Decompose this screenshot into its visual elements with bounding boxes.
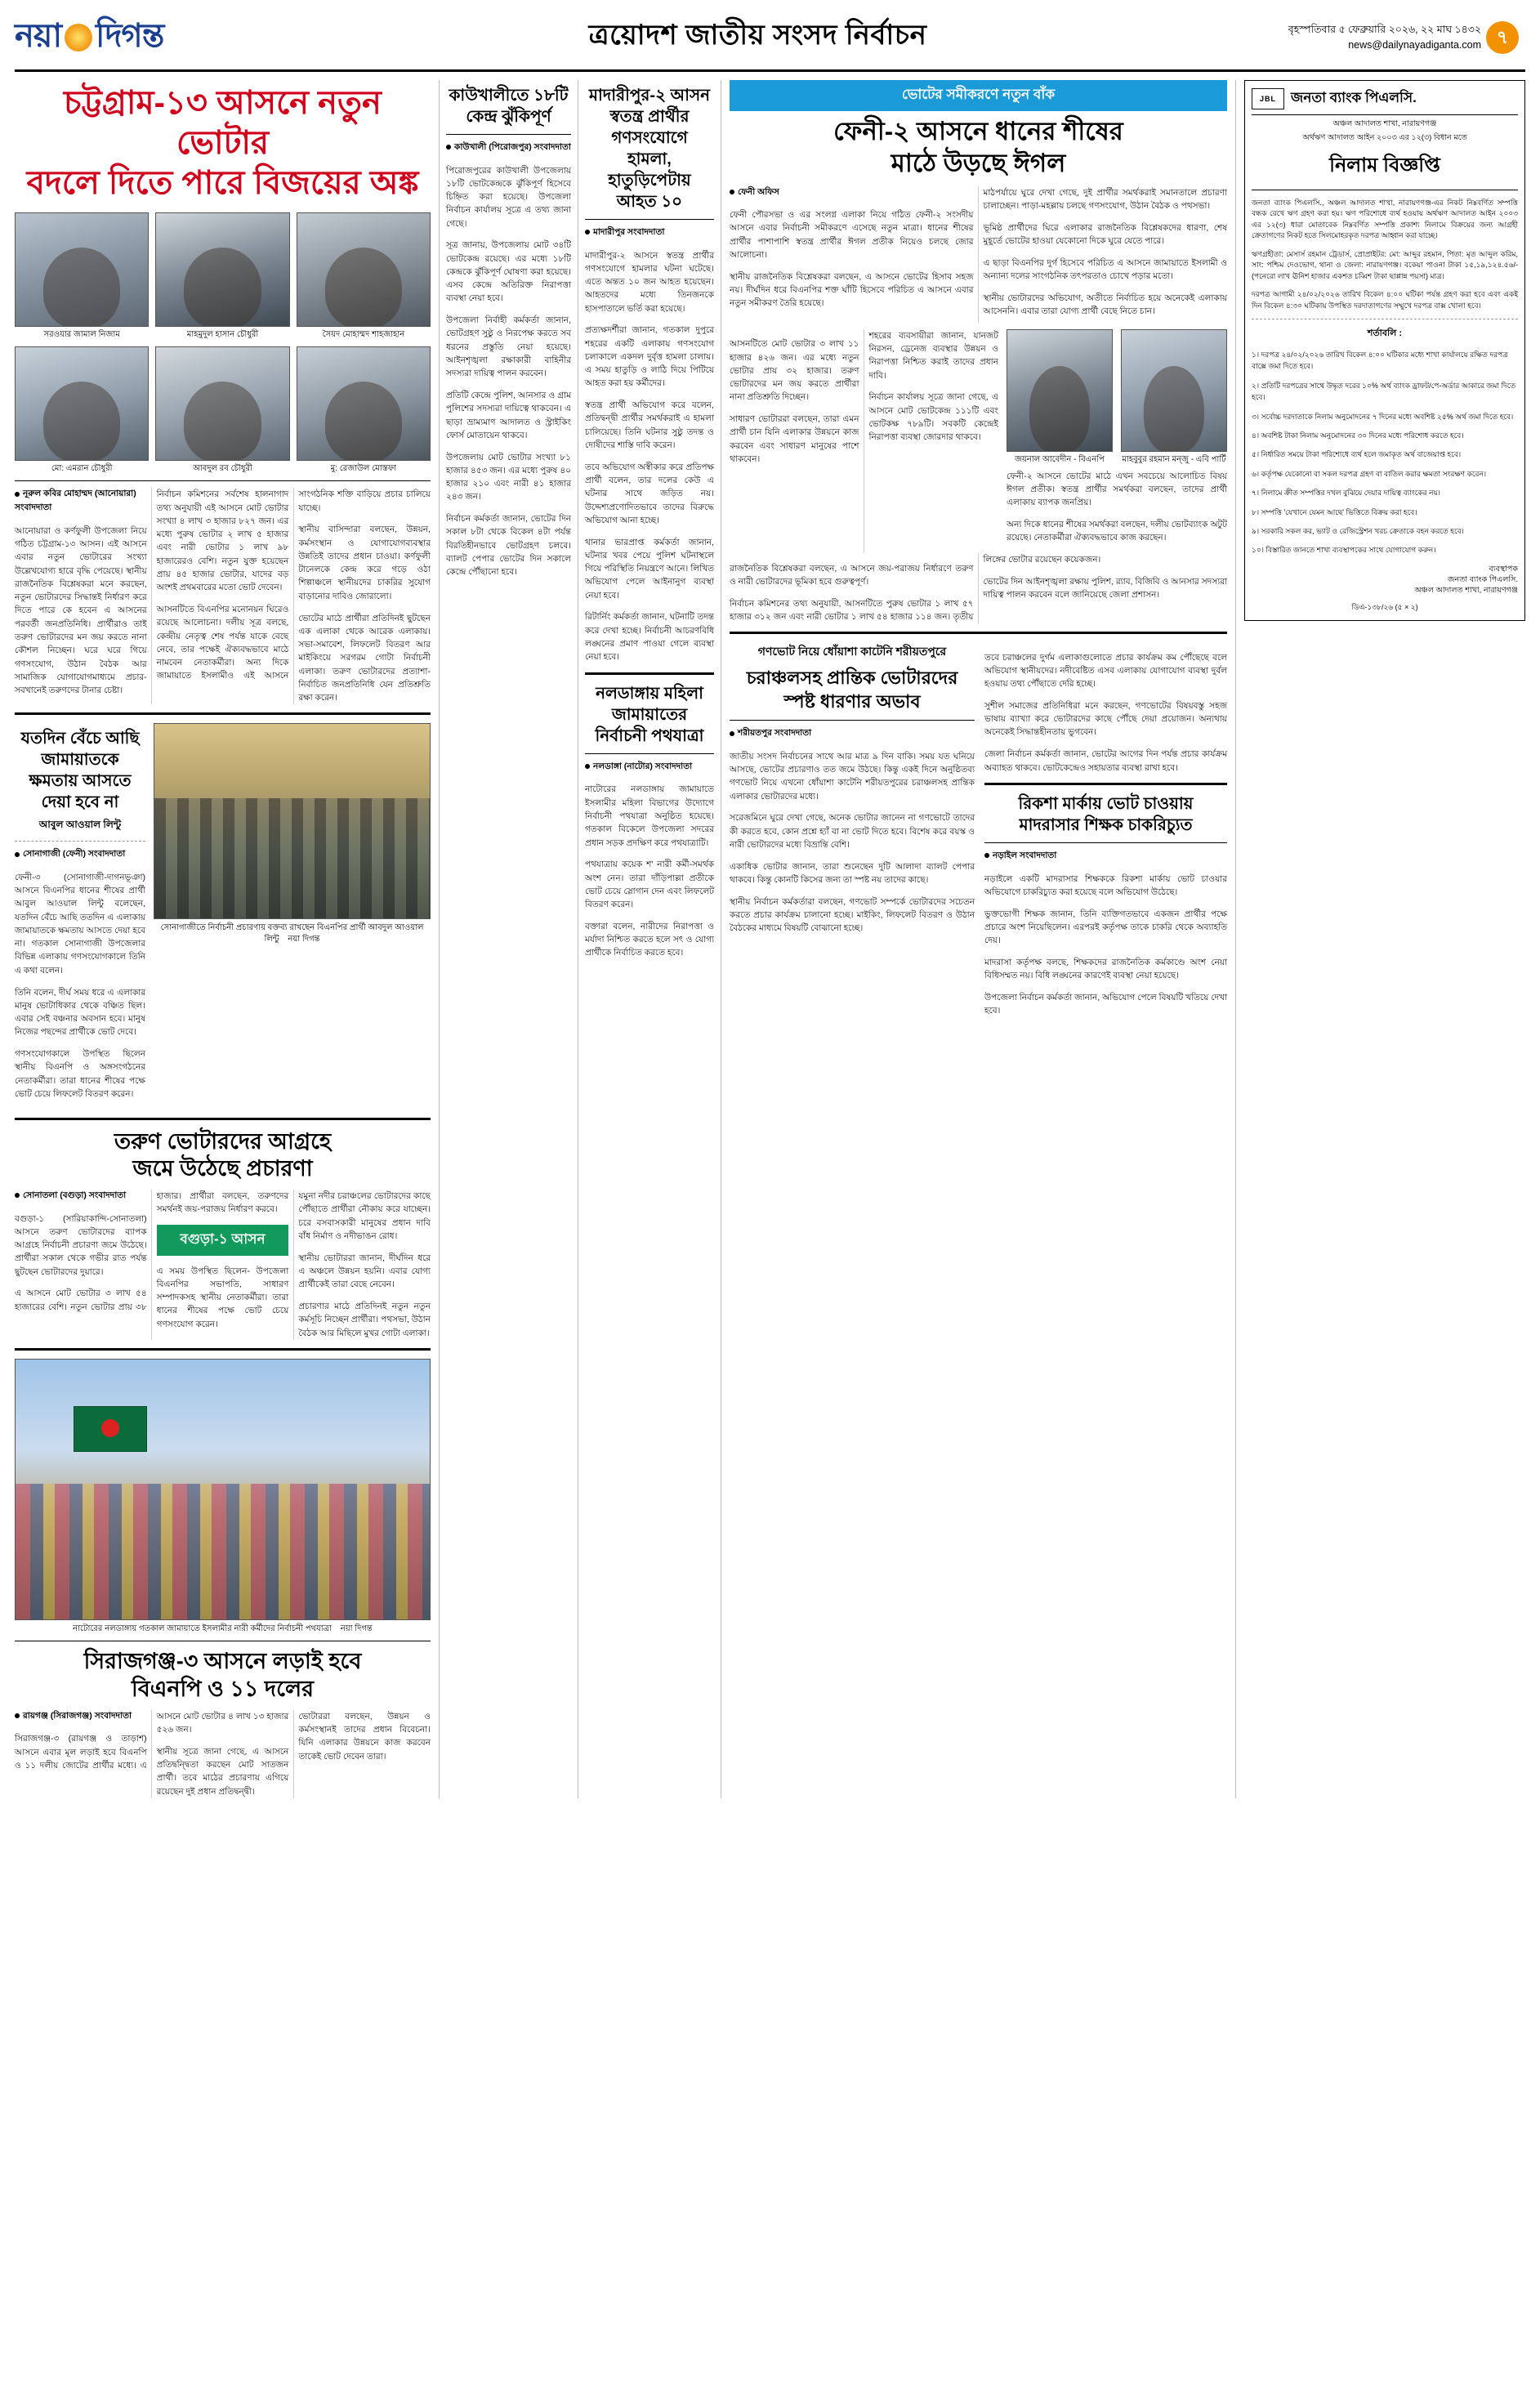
candidate-cell bbox=[297, 346, 431, 474]
jamaat-subhead: আবুল আওয়াল লিন্টু bbox=[38, 819, 122, 831]
paragraph: রাজনৈতিক বিশ্লেষকরা বলছেন, এ আসনে জয়-পরাজয় নির্ধারণে তরুণ ও নারী ভোটারদের ভূমিকা হবে গুরুত্বপূর্ণ। bbox=[730, 563, 974, 587]
candidate-photo bbox=[1007, 329, 1113, 452]
feni-top-body bbox=[730, 186, 1227, 323]
paragraph: যমুনা নদীর চরাঞ্চলের ভোটারদের কাছে পৌঁছাতে প্রার্থীরা নৌকায় করে যাচ্ছেন। চরে বসবাসকারী মানুষের প্রধান দাবি বাঁধ নির্মাণ ও নদীভাঙন রোধ। bbox=[298, 1191, 431, 1241]
young-voters-headline: তরুণ ভোটারদের আগ্রহে জমে উঠেছে প্রচারণা bbox=[114, 1128, 332, 1181]
feni-headline: ফেনী-২ আসনে ধানের শীষের মাঠে উড়ছে ঈগল bbox=[833, 117, 1123, 177]
paragraph: রিটার্নিং কর্মকর্তা জানান, ঘটনাটি তদন্ত করে দেখা হচ্ছে। নির্বাচনী আচরণবিধি লঙ্ঘনের প্রমাণ পাওয়া গেলে ব্যবস্থা নেয়া হবে। bbox=[585, 612, 714, 663]
candidate-cell bbox=[297, 212, 431, 340]
paragraph: আসনটিতে মোট ভোটার ৩ লাখ ১১ হাজার ৪২৬ জন। এর মধ্যে নতুন ভোটার প্রায় ৩২ হাজার। তরুণ ভোটারদের মন জয় করতে প্রার্থীরা নানা প্রতিশ্রুতি দিচ্ছেন। bbox=[730, 339, 859, 403]
paragraph: উপজেলা নির্বাচন কর্মকর্তা জানান, অভিযোগ পেলে বিষয়টি খতিয়ে দেখা হবে। bbox=[984, 993, 1227, 1016]
paragraph: ভোটের দিন আইনশৃঙ্খলা রক্ষায় পুলিশ, র‌্যাব, বিজিবি ও আনসার সদস্যরা দায়িত্ব পালন করবেন বলে জানিয়েছে জেলা প্রশাসন। bbox=[983, 576, 1227, 601]
paragraph: ভোটের মাঠে প্রার্থীরা প্রতিদিনই ছুটছেন এক এলাকা থেকে আরেক এলাকায়। সভা-সমাবেশ, লিফলেট বিতরণ আর মাইকিংয়ে সরগরম গোটা নির্বাচনী এলাকা। তরুণ ভোটারদের প্রত্যাশা- নির্বাচিত জনপ্রতিনিধি যেন প্রতিশ্রুতি রক্ষা করেন। bbox=[298, 613, 431, 703]
notice-paragraph: ঋণগ্রহীতা: মেসার্স রহমান ট্রেডার্স, প্রোপ্রাইটর: মো: আব্দুর রহমান, পিতা: মৃত আব্দুল করিম, সাং: পশ্চিম দেওভোগ, থানা ও জেলা: নারায়ণগঞ্জ। বকেয়া পাওনা টাকা ১৫,১৯,১২৪.৫৬/- (পনেরো লাখ ঊনিশ হাজার একশত চব্বিশ টাকা ছাপ্পান্ন পয়সা) মাত্র। bbox=[1252, 249, 1518, 280]
condition-item: ৮। সম্পত্তি 'যেখানে যেমন আছে' ভিত্তিতে বিক্রয় করা হবে। bbox=[1252, 507, 1417, 516]
bank-name: জনতা ব্যাংক পিএলসি. bbox=[1291, 90, 1417, 105]
candidate-name: সরওয়ার জামাল নিজাম bbox=[43, 330, 120, 340]
condition-item: ১। দরপত্র ২৪/০২/২০২৬ তারিখ বিকেল ৪:০০ ঘটিকার মধ্যে শাখা কার্যালয়ে রক্ষিত দরপত্র বাক্সে জমা দিতে হবে। bbox=[1252, 351, 1508, 371]
paragraph: মাদরাসা কর্তৃপক্ষ বলছে, শিক্ষকদের রাজনৈতিক কর্মকাণ্ডে অংশ নেয়া বিধিসম্মত নয়। বিধি লঙ্ঘনের কারণেই ব্যবস্থা নেয়া হয়েছে। bbox=[984, 958, 1227, 981]
byline: সোনাতলা (বগুড়া) সংবাদদাতা bbox=[15, 1190, 147, 1203]
paragraph: বগুড়া-১ (সারিয়াকান্দি-সোনাতলা) আসনে তরুণ ভোটারদের ব্যাপক আগ্রহে নির্বাচনী প্রচারণা জমে উঠেছে। প্রার্থীরা সকাল থেকে গভীর রাত পর্যন্ত ছুটছেন ভোটারদের দুয়ারে। bbox=[15, 1213, 147, 1277]
paragraph: পথযাত্রায় কয়েক শ' নারী কর্মী-সমর্থক অংশ নেন। তারা দাঁড়িপাল্লা প্রতীকে ভোট চেয়ে স্লোগান দেন এবং লিফলেট বিতরণ করেন। bbox=[585, 860, 714, 910]
paragraph: উপজেলায় মোট ভোটার সংখ্যা ৮১ হাজার ৪৫৩ জন। এর মধ্যে পুরুষ ৪০ হাজার ২১০ এবং নারী ৪১ হাজার ২৪৩ জন। bbox=[446, 452, 571, 502]
candidate-name: সৈয়দ মোহাম্মদ শাহজাহান bbox=[322, 330, 405, 340]
condition-item: ৭। নিলামে ক্রীত সম্পত্তির দখল বুঝিয়ে দেয়ার দায়িত্ব ব্যাংকের নয়। bbox=[1252, 489, 1441, 498]
paragraph: এ সময় উপস্থিত ছিলেন- উপজেলা বিএনপির সভাপতি, সাধারণ সম্পাদকসহ স্থানীয় নেতাকর্মীরা। তারা ধানের শীষের পক্ষে ভোট চেয়ে গণসংযোগ করেন। bbox=[156, 1266, 289, 1329]
paragraph: স্থানীয় রাজনৈতিক বিশ্লেষকরা বলছেন, এ আসনে ভোটের হিসাব সহজ নয়। দীর্ঘদিন ধরে বিএনপির শক্ত ঘাঁটি হিসেবে পরিচিত এ আসনে এবার নতুন সমীকরণ তৈরি হয়েছে। bbox=[730, 271, 974, 309]
candidate-name: মাহমুদুল হাসান চৌধুরী bbox=[186, 330, 259, 340]
paragraph: প্রতিটি কেন্দ্রে পুলিশ, আনসার ও গ্রাম পুলিশের সদস্যরা দায়িত্বে থাকবেন। এ ছাড়া ভ্রাম্যমাণ আদালত ও স্ট্রাইকিং ফোর্স মোতায়েন থাকবে। bbox=[446, 390, 571, 440]
publication-logo[interactable] bbox=[15, 10, 260, 65]
sun-icon bbox=[65, 24, 92, 51]
condition-item: ৫। নির্ধারিত সময়ে টাকা পরিশোধে ব্যর্থ হলে জমাকৃত অর্থ বাজেয়াপ্ত হবে। bbox=[1252, 450, 1462, 459]
column-left bbox=[15, 80, 440, 1798]
notice-intro: জনতা ব্যাংক পিএলসি., অঞ্চল আদালত শাখা, নারায়ণগঞ্জ-এর নিকট নিম্নবর্ণিত সম্পত্তি বন্ধক রেখে ঋণ গ্রহণ করা হয়। ঋণ পরিশোধে ব্যর্থ হওয়ায় অর্থঋণ আদালত আইন ২০০৩ এর ১২(৩) ধারা মোতাবেক নিম্নবর্ণিত সম্পত্তি প্রকাশ্য নিলামে বিক্রয়ের জন্য আগ্রহী ক্রেতাগণের নিকট হতে সিলমোহরকৃত দরপত্র আহ্বান করা যাচ্ছে। bbox=[1252, 198, 1518, 240]
paragraph: একাধিক ভোটার জানান, তারা শুনেছেন দুটি আলাদা ব্যালট পেপার থাকবে। কিন্তু কোনটি কিসের জন্য তা স্পষ্ট নয় তাদের কাছে। bbox=[730, 861, 975, 885]
paragraph: মাদারীপুর-২ আসনে স্বতন্ত্র প্রার্থীর গণসংযোগে হামলার ঘটনা ঘটেছে। এতে অন্তত ১০ জন আহত হয়েছেন। আহতদের মধ্যে তিনজনকে হাসপাতালে ভর্তি করা হয়েছে। bbox=[585, 250, 714, 314]
paragraph: নাটোরের নলডাঙ্গায় জামায়াতে ইসলামীর মহিলা বিভাগের উদ্যোগে নির্বাচনী পথযাত্রা অনুষ্ঠিত হয়েছে। গতকাল বিকেলে উপজেলা সদরের প্রধান সড়ক প্রদক্ষিণ করে পথযাত্রাটি। bbox=[585, 784, 714, 848]
paragraph: ভোটাররা বলছেন, উন্নয়ন ও কর্মসংস্থানই তাদের প্রধান বিবেচনা। যিনি এলাকার উন্নয়নে কাজ করবেন তাকেই ভোট দেবেন তারা। bbox=[298, 1711, 431, 1762]
paragraph: ফেনী পৌরসভা ও এর সংলগ্ন এলাকা নিয়ে গঠিত ফেনী-২ সংসদীয় আসনে এবার নির্বাচনী সমীকরণে এসেছে নতুন মাত্রা। ধানের শীষের প্রার্থীর পাশাপাশি স্বতন্ত্র প্রার্থীর ঈগল প্রতীক নিয়েও চলছে জোর আলোচনা। bbox=[730, 210, 974, 260]
candidate-photo bbox=[297, 212, 431, 327]
logo-text-right: দিগন্ত bbox=[96, 18, 164, 54]
ganavote-block bbox=[730, 642, 1227, 1026]
paragraph: স্থানীয় বাসিন্দারা বলছেন, উন্নয়ন, কর্মসংস্থান ও যোগাযোগব্যবস্থার উন্নতিই তাদের প্রধান চাওয়া। কর্ণফুলী টানেলকে কেন্দ্র করে গড়ে ওঠা শিল্পাঞ্চলে স্থানীয়দের চাকরির সুযোগ বাড়ানোর দাবিও জোরালো। bbox=[298, 525, 431, 601]
byline: নলডাঙ্গা (নাটোর) সংবাদদাতা bbox=[585, 761, 714, 775]
condition-item: ২। প্রতিটি দরপত্রের সাথে উদ্ধৃত দরের ১০% অর্থ ব্যাংক ড্রাফট/পে-অর্ডার আকারে জমা দিতে হবে। bbox=[1252, 381, 1516, 402]
paragraph: স্বতন্ত্র প্রার্থী অভিযোগ করে বলেন, প্রতিদ্বন্দ্বী প্রার্থীর সমর্থকরাই এ হামলা চালিয়েছে। তিনি ঘটনার সুষ্ঠু তদন্ত ও দোষীদের শাস্তি দাবি করেন। bbox=[585, 400, 714, 450]
paragraph: স্থানীয় নির্বাচন কর্মকর্তারা বলছেন, গণভোট সম্পর্কে ভোটারদের সচেতন করতে প্রচার কার্যক্রম চালানো হচ্ছে। মাইকিং, লিফলেট বিতরণ ও উঠান বৈঠকের মাধ্যমে বিষয়টি বোঝানো হচ্ছে। bbox=[730, 896, 975, 934]
candidate-photo-grid bbox=[15, 212, 431, 474]
feni-bottom-body bbox=[730, 553, 1227, 623]
sirajganj-body bbox=[15, 1710, 431, 1798]
byline: নড়াইল সংবাদদাতা bbox=[984, 850, 1227, 864]
byline: ফেনী অফিস bbox=[730, 186, 974, 200]
naldanga-headline: নলডাঙ্গায় মহিলা জামায়াতের নির্বাচনী পথযাত্রা bbox=[595, 684, 704, 745]
condition-item: ১০। বিস্তারিত জানতে শাখা ব্যবস্থাপকের সাথে যোগাযোগ করুন। bbox=[1252, 546, 1436, 555]
paragraph: আসনটিতে বিএনপির মনোনয়ন ঘিরেও রয়েছে আলোচনা। দলীয় সূত্র বলছে, কেন্দ্রীয় নেতৃত্ব শেষ পর্যন্ত যাকে বেছে নেবে, তার পক্ষেই ঐক্যবদ্ধভাবে মাঠে নামবেন নেতাকর্মীরা। অন্য দিকে জামায়াতে ইসলামীও এই আসনে সাংগঠনিক শক্তি বাড়িয়ে প্রচার চালিয়ে যাচ্ছে। bbox=[156, 489, 431, 681]
paragraph: নির্বাচন কার্যালয় সূত্রে জানা গেছে, এ আসনে মোট ভোটকেন্দ্র ১১১টি এবং ভোটকক্ষ ৭৮৯টি। সবকটি কেন্দ্রেই নিরাপত্তা ব্যবস্থা জোরদার থাকবে। bbox=[868, 392, 998, 443]
paragraph: প্রচারণার মাঠে প্রতিদিনই নতুন নতুন কর্মসূচি নিচ্ছেন প্রার্থীরা। পথসভা, উঠান বৈঠক আর মিছিলে মুখর গোটা এলাকা। bbox=[298, 1301, 431, 1338]
candidate-name: মো: এমরান চৌধুরী bbox=[51, 464, 113, 474]
ganavote-kicker: গণভোট নিয়ে ধোঁয়াশা কাটেনি শরীয়তপুরে bbox=[757, 645, 947, 659]
paragraph: এ আসনে মোট ভোটার ৩ লাখ ৫৪ হাজারের বেশি। নতুন ভোটার প্রায় ৩৮ হাজার। প্রার্থীরা বলছেন, তরুণদের সমর্থনই জয়-পরাজয় নির্ধারণ করবে। bbox=[15, 1191, 289, 1312]
constituency-banner: বগুড়া-১ আসন bbox=[157, 1225, 289, 1256]
condition-item: ৩। সর্বোচ্চ দরদাতাকে নিলাম অনুমোদনের ৭ দিনের মধ্যে অবশিষ্ট ২৫% অর্থ জমা দিতে হবে। bbox=[1252, 412, 1514, 421]
candidate-photo bbox=[15, 346, 149, 461]
paragraph: প্রত্যক্ষদর্শীরা জানান, গতকাল দুপুরে শহরের একটি এলাকায় গণসংযোগ চলাকালে একদল দুর্বৃত্ত হামলা চালায়। এ সময় হাতুড়ি ও লাঠি দিয়ে পিটিয়ে আহত করা হয় কর্মীদের। bbox=[585, 325, 714, 389]
contact-email[interactable]: news@dailynayadiganta.com bbox=[1348, 38, 1481, 51]
paragraph: নির্বাচন কমিশনের সর্বশেষ হালনাগাদ তথ্য অনুযায়ী এই আসনে মোট ভোটার সংখ্যা ৪ লাখ ৩ হাজার ৮২৭ জন। এর মধ্যে পুরুষ ভোটার ২ লাখ ৫ হাজার এবং নারী ভোটার ১ লাখ ৯৮ হাজারেরও বেশি। নতুন যুক্ত হয়েছেন প্রায় ৪৫ হাজার ভোটার, যাদের বড় অংশই প্রথমবারের মতো ভোট দেবেন। bbox=[156, 489, 289, 593]
paragraph: পিরোজপুরের কাউখালী উপজেলায় ১৮টি ভোটকেন্দ্রকে ঝুঁকিপূর্ণ হিসেবে চিহ্নিত করা হয়েছে। উপজেলা নির্বাচন কার্যালয় সূত্রে এ তথ্য জানা গেছে। bbox=[446, 165, 571, 229]
candidate-cell bbox=[15, 346, 149, 474]
masthead bbox=[15, 10, 1525, 72]
paragraph: স্থানীয় সূত্রে জানা গেছে, এ আসনে প্রতিদ্বন্দ্বিতা করছেন মোট সাতজন প্রার্থী। তবে মাঠের প্রচারণায় এগিয়ে রয়েছেন দুই প্রধান প্রতিদ্বন্দ্বী। bbox=[156, 1746, 289, 1797]
paragraph: অন্য দিকে ধানের শীষের সমর্থকরা বলছেন, দলীয় ভোটব্যাংক অটুট রয়েছে। নেতাকর্মীরা ঐক্যবদ্ধভাবে কাজ করছেন। bbox=[1007, 520, 1227, 543]
paragraph: আনোয়ারা ও কর্ণফুলী উপজেলা নিয়ে গঠিত চট্টগ্রাম-১৩ আসন। এই আসনে এবার নতুন ভোটারের সংখ্যা উল্লেখযোগ্য হারে বৃদ্ধি পেয়েছে। স্থানীয় রাজনৈতিক বিশ্লেষকরা মনে করছেন, নতুন ভোটারদের সিদ্ধান্তই নির্ধারণ করে দিতে পারে কে হবেন এ আসনের পরবর্তী জনপ্রতিনিধি। প্রার্থীরাও তাই তরুণ ভোটারদের মন জয় করতে নানা কৌশল নিচ্ছেন। ঘরে ঘরে গিয়ে গণসংযোগ, উঠান বৈঠক আর সামাজিক যোগাযোগমাধ্যমে প্রচার- সবখানেই তরুণদের টানার চেষ্টা। bbox=[15, 525, 147, 696]
paragraph: ভূমিষ্ঠ প্রার্থীদের ঘিরে এলাকার রাজনৈতিক বিশ্লেষকদের ধারণা, শেষ মুহূর্তে ভোটের হাওয়া যেকোনো দিকে ঘুরে যেতে পারে। bbox=[983, 222, 1227, 246]
byline: নূরুল কবির মোহাম্মদ (আনোয়ারা) সংবাদদাতা bbox=[15, 489, 136, 513]
candidate-photo bbox=[1121, 329, 1227, 452]
paragraph: থানার ভারপ্রাপ্ত কর্মকর্তা জানান, ঘটনার খবর পেয়ে পুলিশ ঘটনাস্থলে গিয়ে পরিস্থিতি নিয়ন্ত্রণে আনে। লিখিত অভিযোগ পেলে আইনানুগ ব্যবস্থা নেয়া হবে। bbox=[585, 537, 714, 601]
paragraph: সিরাজগঞ্জ-৩ (রায়গঞ্জ ও তাড়াশ) আসনে এবার মূল লড়াই হবে বিএনপি ও ১১ দলীয় জোটের প্রার্থীর মধ্যে। এ আসনে মোট ভোটার ৪ লাখ ১৩ হাজার ৫২৬ জন। bbox=[15, 1711, 289, 1771]
section-title: ত্রয়োদশ জাতীয় সংসদ নির্বাচন bbox=[588, 20, 927, 51]
paragraph: নির্বাচন কমিশনের তথ্য অনুযায়ী, আসনটিতে পুরুষ ভোটার ১ লাখ ৫৭ হাজার ৩১২ জন এবং নারী ভোটার ১ লাখ ৫৪ হাজার ১১৪ জন। তৃতীয় লিঙ্গের ভোটার রয়েছেন কয়েকজন। bbox=[730, 555, 1101, 622]
bank-branch: অঞ্চল আদালত শাখা, নারায়ণগঞ্জ bbox=[1332, 119, 1437, 128]
signatory-branch: অঞ্চল আদালত শাখা, নারায়ণগঞ্জ bbox=[1414, 586, 1518, 596]
candidate-cell bbox=[1121, 329, 1227, 465]
column-advertisement bbox=[1236, 80, 1525, 1798]
candidate-photo bbox=[155, 212, 289, 327]
byline: শরীয়তপুর সংবাদদাতা bbox=[730, 727, 975, 741]
byline: সোনাগাজী (ফেনী) সংবাদদাতা bbox=[15, 848, 145, 862]
condition-item: ৯। সরকারি সকল কর, ভ্যাট ও রেজিস্ট্রেশন খরচ ক্রেতাকে বহন করতে হবে। bbox=[1252, 527, 1464, 535]
paragraph: জাতীয় সংসদ নির্বাচনের সাথে আর মাত্র ৯ দিন বাকি। সময় যত ঘনিয়ে আসছে, ভোটের প্রচারণাও তত জমে উঠছে। কিন্তু একই দিনে অনুষ্ঠিতব্য গণভোট নিয়ে এখনো ধোঁয়াশা কাটেনি শরীয়তপুরের চরাঞ্চলসহ প্রান্তিক এলাকার ভোটারদের মধ্যে। bbox=[730, 751, 975, 802]
sirajganj-headline: সিরাজগঞ্জ-৩ আসনে লড়াই হবে বিএনপি ও ১১ দলের bbox=[83, 1649, 362, 1702]
paragraph: তবে অভিযোগ অস্বীকার করে প্রতিপক্ষ প্রার্থী বলেন, তার দলের কেউ এ ঘটনার সাথে জড়িত নয়। উদ্দেশ্যপ্রণোদিতভাবে তাদের বিরুদ্ধে অভিযোগ আনা হচ্ছে। bbox=[585, 462, 714, 525]
candidate-photo bbox=[15, 212, 149, 327]
candidate-cell bbox=[1007, 329, 1113, 465]
jamaat-article bbox=[15, 723, 431, 1109]
riksha-headline: রিকশা মার্কায় ভোট চাওয়ায় মাদরাসার শিক্ষক চাকরিচ্যুত bbox=[1018, 795, 1194, 835]
masthead-center bbox=[260, 14, 1256, 60]
notice-title: নিলাম বিজ্ঞপ্তি bbox=[1329, 154, 1440, 176]
logo-text-left: নয়া bbox=[15, 18, 62, 54]
jamaat-headline: যতদিন বেঁচে আছি জামায়াতকে ক্ষমতায় আসতে দেয়া হবে না bbox=[20, 730, 140, 812]
young-voters-body bbox=[15, 1190, 431, 1340]
paragraph: বক্তারা বলেন, নারীদের নিরাপত্তা ও মর্যাদা নিশ্চিত করতে হলে সৎ ও যোগ্য প্রার্থীকে নির্বাচিত করতে হবে। bbox=[585, 921, 714, 958]
column-madaripur bbox=[578, 80, 721, 1798]
paragraph: ফেনী-২ আসনে ভোটের মাঠে এখন সবচেয়ে আলোচিত বিষয় ঈগল প্রতীক। স্বতন্ত্র প্রার্থীর সমর্থকরা বলছেন, তাদের প্রার্থী এলাকায় ব্যাপক জনপ্রিয়। bbox=[1007, 471, 1227, 508]
madaripur-headline: মাদারীপুর-২ আসন স্বতন্ত্র প্রার্থীর গণসংযোগে হামলা, হাতুড়িপেটায় আহত ১০ bbox=[588, 87, 711, 211]
candidate-name: জয়নাল আবেদীন - বিএনপি bbox=[1015, 454, 1105, 464]
paragraph: নড়াইলে একটি মাদরাসার শিক্ষককে রিকশা মার্কায় ভোট চাওয়ার অভিযোগে চাকরিচ্যুত করা হয়েছে বলে অভিযোগ উঠেছে। bbox=[984, 873, 1227, 898]
ad-reference-code: ডিএ-১৩৮/২৬ (৫ × ২) bbox=[1351, 602, 1418, 611]
bank-logo-icon: JBL bbox=[1252, 88, 1284, 109]
paragraph: স্থানীয় ভোটারদের অভিযোগ, অতীতে নির্বাচিত হয়ে অনেকেই এলাকায় আসেননি। এবার তারা যোগ্য প্রার্থী বেছে নিতে চান। bbox=[983, 292, 1227, 316]
kauwkhali-headline: কাউখালীতে ১৮টি কেন্দ্র ঝুঁকিপূর্ণ bbox=[449, 87, 569, 126]
paragraph: এ ছাড়া বিএনপির দুর্গ হিসেবে পরিচিত এ আসনে জামায়াতে ইসলামী ও অন্যান্য দলের সাংগঠনিক তৎপরতাও চোখে পড়ার মতো। bbox=[983, 257, 1227, 281]
candidate-cell bbox=[15, 212, 149, 340]
paragraph: শহরের ব্যবসায়ীরা জানান, যানজট নিরসন, ড্রেনেজ ব্যবস্থার উন্নয়ন ও নিরাপত্তা নিশ্চিত করাই তাদের প্রধান দাবি। bbox=[868, 330, 998, 381]
candidate-name: মাহবুবুর রহমান মন্জু - এবি পার্টি bbox=[1122, 454, 1226, 464]
candidate-photo bbox=[155, 346, 289, 461]
paragraph: উপজেলা নির্বাহী কর্মকর্তা জানান, ভোটগ্রহণ সুষ্ঠু ও নিরপেক্ষ করতে সব ধরনের প্রস্তুতি নেয়া হয়েছে। আইনশৃঙ্খলা রক্ষাকারী বাহিনীর সদস্যরা দায়িত্ব পালন করবেন। bbox=[446, 315, 571, 379]
condition-item: ৪। অবশিষ্ট টাকা নিলাম অনুমোদনের ৩০ দিনের মধ্যে পরিশোধ করতে হবে। bbox=[1252, 431, 1464, 440]
feni-kicker-band: ভোটের সমীকরণে নতুন বাঁক bbox=[730, 80, 1227, 111]
page-number-badge: ৭ bbox=[1486, 21, 1519, 54]
candidate-name: আবদুল রব চৌধুরী bbox=[193, 464, 252, 474]
paragraph: সুশীল সমাজের প্রতিনিধিরা মনে করছেন, গণভোটের বিষয়বস্তু সহজ ভাষায় ব্যাখ্যা করে ভোটারদের কাছে পৌঁছে দেয়া প্রয়োজন। অন্যথায় অনেকেই সিদ্ধান্তহীনতায় ভুগবেন। bbox=[984, 700, 1227, 738]
rally-photo bbox=[154, 723, 431, 919]
candidate-photo bbox=[297, 346, 431, 461]
bank-auction-notice bbox=[1244, 80, 1525, 621]
photo-caption: সোনাগাজীতে নির্বাচনী প্রচারণায় বক্তব্য রাখছেন বিএনপির প্রার্থী আবদুল আওয়াল লিন্টু নয়া দিগন্ত bbox=[160, 923, 424, 944]
paragraph: নির্বাচন কর্মকর্তা জানান, ভোটের দিন সকাল ৮টা থেকে বিকেল ৪টা পর্যন্ত বিরতিহীনভাবে ভোটগ্রহণ চলবে। ব্যালট পেপার ভোটের দিন সকালে কেন্দ্রে পৌঁছানো হবে। bbox=[446, 514, 571, 578]
column-kauwkhali bbox=[440, 80, 578, 1798]
paragraph: গণসংযোগকালে উপস্থিত ছিলেন স্থানীয় বিএনপি ও অঙ্গসংগঠনের নেতাকর্মীরা। তারা ধানের শীষের পক্ষে ভোট চেয়ে লিফলেট বিতরণ করেন। bbox=[15, 1049, 145, 1099]
candidate-cell bbox=[155, 346, 289, 474]
signature-block bbox=[1252, 564, 1518, 596]
condition-item: ৬। কর্তৃপক্ষ যেকোনো বা সকল দরপত্র গ্রহণ বা বাতিল করার ক্ষমতা সংরক্ষণ করেন। bbox=[1252, 469, 1487, 478]
notice-paragraph: দরপত্র আগামী ২৪/০২/২০২৬ তারিখ বিকেল ৪:০০ ঘটিকা পর্যন্ত গ্রহণ করা হবে এবং একই দিন বিকেল ৪:৩০ ঘটিকায় উপস্থিত দরদাতাগণের সম্মুখে দরপত্র বাক্স খোলা হবে। bbox=[1252, 290, 1518, 310]
issue-date: বৃহস্পতিবার ৫ ফেব্রুয়ারি ২০২৬, ২২ মাঘ ১৪৩২ bbox=[1288, 23, 1481, 35]
lead-article-body bbox=[15, 488, 431, 704]
naldanga-march-photo bbox=[15, 1359, 431, 1620]
signatory-org: জনতা ব্যাংক পিএলসি. bbox=[1448, 575, 1518, 585]
paragraph: ফেনী-৩ (সোনাগাজী-দাগনভূঞা) আসনে বিএনপির ধানের শীষের প্রার্থী আবুল আওয়াল লিন্টু বলেছেন, যতদিন বেঁচে আছি ততদিন এ এলাকায় জামায়াতকে ক্ষমতায় আসতে দেয়া হবে না। গতকাল সোনাগাজী উপজেলার বিভিন্ন এলাকায় গণসংযোগকালে তিনি এ কথা বলেন। bbox=[15, 872, 145, 976]
feni-candidate-photos bbox=[1007, 329, 1227, 465]
paragraph: তবে চরাঞ্চলের দুর্গম এলাকাগুলোতে প্রচার কার্যক্রম কম পৌঁছেছে বলে অভিযোগ স্থানীয়দের। নদীবেষ্টিত এসব এলাকায় যোগাযোগ ব্যবস্থা দুর্বল হওয়ায় তথ্য পৌঁছাতে দেরি হচ্ছে। bbox=[984, 652, 1227, 690]
page-content bbox=[15, 80, 1525, 1798]
byline: কাউখালী (পিরোজপুর) সংবাদদাতা bbox=[446, 141, 571, 155]
ganavote-headline: চরাঞ্চলসহ প্রান্তিক ভোটারদের স্পষ্ট ধারণার অভাব bbox=[746, 668, 958, 712]
paragraph: তিনি বলেন, দীর্ঘ সময় ধরে এ এলাকার মানুষ ভোটাধিকার থেকে বঞ্চিত ছিল। এবার সেই বঞ্চনার অবসান হবে। মানুষ নিজের পছন্দের প্রার্থীকে ভোট দেবে। bbox=[15, 987, 145, 1038]
signatory-title: ব্যবস্থাপক bbox=[1489, 564, 1518, 574]
paragraph: মাঠপর্যায়ে ঘুরে দেখা গেছে, দুই প্রার্থীর সমর্থকরাই সমানতালে প্রচারণা চালাচ্ছেন। পাড়া-মহল্লায় চলছে গণসংযোগ, উঠান বৈঠক ও পথসভা। bbox=[983, 187, 1227, 211]
conditions-heading: শর্তাবলি : bbox=[1367, 328, 1403, 339]
lead-headline: চট্টগ্রাম-১৩ আসনে নতুন ভোটার বদলে দিতে পারে বিজয়ের অঙ্ক bbox=[26, 85, 419, 201]
masthead-right bbox=[1256, 21, 1525, 54]
paragraph: সূত্র জানায়, উপজেলায় মোট ৩৪টি ভোটকেন্দ্র রয়েছে। এর মধ্যে ১৮টি কেন্দ্রকে ঝুঁকিপূর্ণ ঘোষণা করা হয়েছে। এসব কেন্দ্রে অতিরিক্ত নিরাপত্তা ব্যবস্থা নেয়া হবে। bbox=[446, 240, 571, 304]
candidate-cell bbox=[155, 212, 289, 340]
photo-caption: নাটোরের নলডাঙ্গায় গতকাল জামায়াতে ইসলামীর নারী কর্মীদের নির্বাচনী পথযাত্রা নয়া দিগন্ত bbox=[73, 1623, 373, 1633]
bank-header bbox=[1252, 87, 1518, 115]
paragraph: সরেজমিনে ঘুরে দেখা গেছে, অনেক ভোটার জানেন না গণভোটে তাদের কী করতে হবে, কোন প্রশ্নে হ্যাঁ বা না ভোট দিতে হবে। বিশেষ করে বয়স্ক ও নারী ভোটারদের মধ্যে বিভ্রান্তি বেশি। bbox=[730, 813, 975, 850]
byline: মাদারীপুর সংবাদদাতা bbox=[585, 226, 714, 240]
column-feni bbox=[721, 80, 1236, 1798]
paragraph: জেলা নির্বাচন কর্মকর্তা জানান, ভোটের আগের দিন পর্যন্ত প্রচার কার্যক্রম অব্যাহত থাকবে। ভোটকেন্দ্রেও সহায়তার ব্যবস্থা রাখা হবে। bbox=[984, 749, 1227, 773]
paragraph: স্থানীয় ভোটাররা জানান, দীর্ঘদিন ধরে এ অঞ্চলে উন্নয়ন হয়নি। এবার যোগ্য প্রার্থীকেই তারা বেছে নেবেন। bbox=[298, 1253, 431, 1290]
candidate-name: মু: রেজাউল মোস্তফা bbox=[330, 464, 397, 474]
byline: রায়গঞ্জ (সিরাজগঞ্জ) সংবাদদাতা bbox=[15, 1710, 147, 1724]
paragraph: সাধারণ ভোটাররা বলছেন, তারা এমন প্রার্থী চান যিনি এলাকার উন্নয়নে কাজ করবেন এবং সাধারণ মানুষের পাশে থাকবেন। bbox=[730, 414, 859, 464]
paragraph: ভুক্তভোগী শিক্ষক জানান, তিনি ব্যক্তিগতভাবে একজন প্রার্থীর পক্ষে প্রচারে অংশ নিয়েছিলেন। এরপরই কর্তৃপক্ষ তাকে চাকরি থেকে অব্যাহতি দেয়। bbox=[984, 909, 1227, 946]
bank-law-ref: অর্থঋণ আদালত আইন ২০০৩ এর ১২(৩) বিধান মতে bbox=[1302, 133, 1467, 143]
feni-mid-row bbox=[730, 329, 1227, 553]
